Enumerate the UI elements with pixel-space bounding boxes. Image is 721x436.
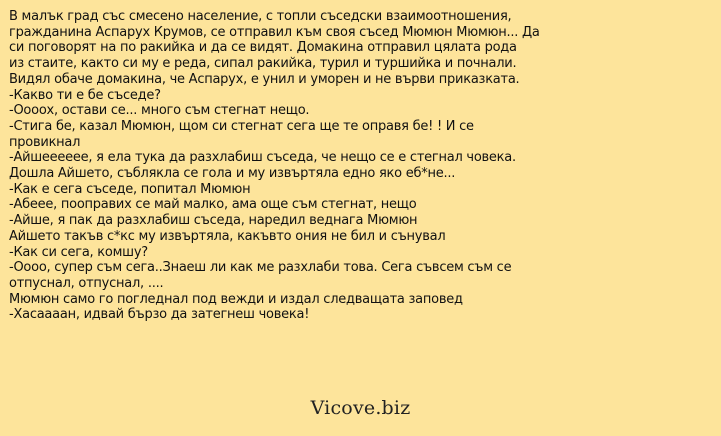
story-line: из стаите, както си му е реда, сипал ракийка, турил и туршийка и почнали. — [9, 56, 517, 72]
story-line: Мюмюн само го погледнал под вежди и издал следващата заповед — [9, 291, 463, 307]
story-line: гражданина Аспарух Крумов, се отправил към своя съсед Мюмюн Мюмюн... Да — [9, 24, 540, 40]
site-watermark: Vicove.biz — [310, 397, 411, 419]
story-line: отпуснал, отпуснал, .... — [9, 275, 164, 291]
story-line: -Какво ти е бе съседе? — [9, 87, 161, 103]
story-line: -Айше, я пак да разхлабиш съседа, наредил веднага Мюмюн — [9, 213, 418, 229]
story-line: -Как си сега, комшу? — [9, 244, 148, 260]
story-line: Дошла Айшето, съблякла се гола и му извъртяла едно яко еб*не... — [9, 166, 456, 182]
story-line: -Оооох, остави се... много съм стегнат нещо. — [9, 103, 310, 119]
story-line: В малък град със смесено население, с топли съседски взаимоотношения, — [9, 9, 512, 24]
story-line: провикнал — [9, 134, 81, 150]
story-line: -Оооо, супер съм сега..Знаеш ли как ме разхлаби това. Сега съвсем съм се — [9, 260, 512, 276]
story-line: Видял обаче домакина, че Аспарух, е унил и уморен и не върви приказката. — [9, 71, 520, 87]
story-text — [9, 9, 713, 323]
story-line: Айшето такъв с*кс му извъртяла, какъвто ония не бил и сънувал — [9, 228, 446, 244]
story-line: -Айшееееее, я ела тука да разхлабиш съседа, че нещо се е стегнал човека. — [9, 150, 516, 166]
story-line: -Как е сега съседе, попитал Мюмюн — [9, 181, 251, 197]
story-line: си поговорят на по ракийка и да се видят. Домакина отправил цялата рода — [9, 40, 517, 56]
story-line: -Абеее, пооправих се май малко, ама още съм стегнат, нещо — [9, 197, 417, 213]
story-line: -Стига бе, казал Мюмюн, щом си стегнат сега ще те оправя бе! ! И се — [9, 118, 474, 134]
story-line: -Хасаааан, идвай бързо да затегнеш човека! — [9, 307, 310, 323]
